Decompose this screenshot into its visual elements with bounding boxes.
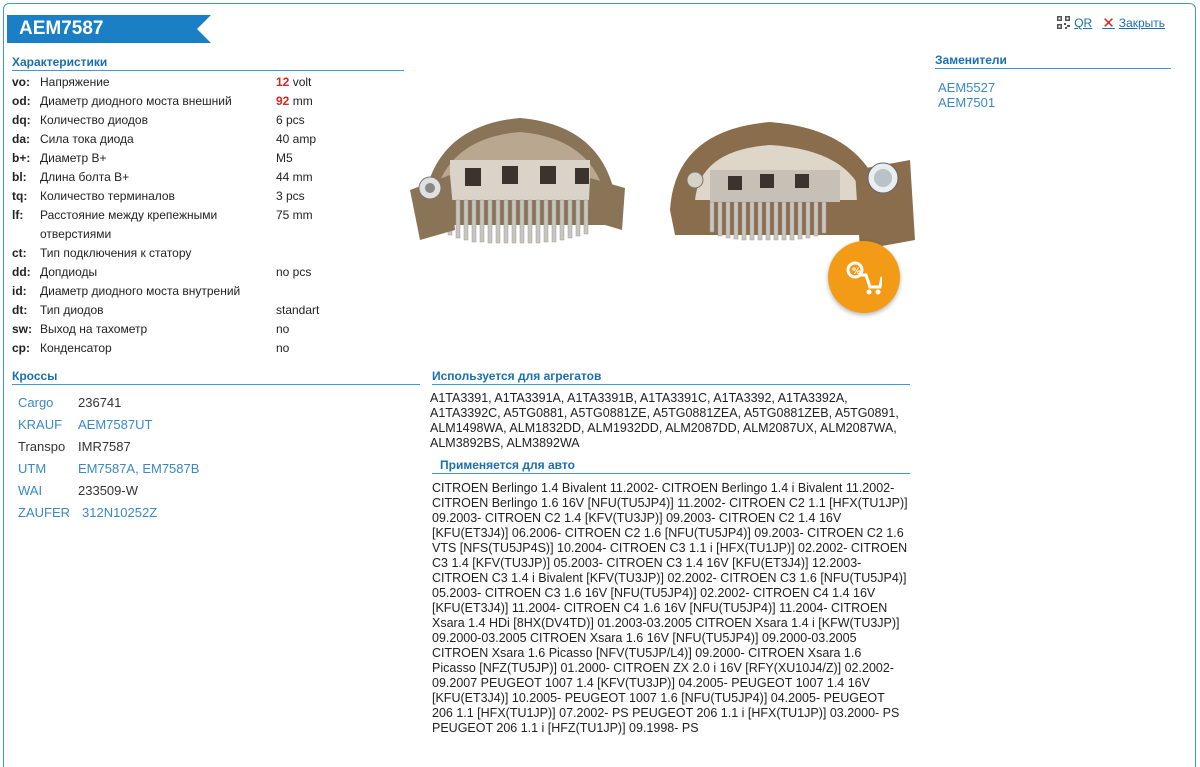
spec-code: ct: (12, 246, 27, 260)
spec-value: standart (276, 303, 320, 317)
cross-row (18, 392, 199, 414)
product-title: AEM7587 (7, 15, 197, 43)
spec-value (276, 244, 342, 263)
cross-row (18, 436, 199, 458)
spec-value (276, 92, 342, 111)
spec-value: no (276, 322, 290, 336)
spec-row (12, 320, 342, 339)
spec-row (12, 111, 342, 130)
spec-value-unit: mm (289, 94, 313, 108)
close-label: Закрыть (1118, 16, 1165, 30)
spec-name: Сила тока диода (40, 132, 134, 146)
spec-row (12, 206, 342, 244)
spec-name: Диаметр B+ (40, 151, 107, 165)
spec-name: Тип диодов (40, 303, 104, 317)
spec-row (12, 263, 342, 282)
spec-value (276, 282, 342, 301)
spec-name: Диаметр диодного моста внешний (40, 94, 232, 108)
spec-value: 6 pcs (276, 113, 305, 127)
spec-code: da: (12, 132, 30, 146)
spec-value-number: 92 (276, 94, 290, 108)
crosses-table (18, 392, 199, 524)
close-link[interactable] (1102, 14, 1165, 32)
cross-number: IMR7587 (78, 439, 131, 454)
spec-row (12, 130, 342, 149)
aggregates-header: Используется для агрегатов (432, 369, 910, 385)
cross-brand[interactable]: ZAUFER (18, 505, 70, 520)
spec-value: no (276, 341, 290, 355)
spec-name: Допдиоды (40, 265, 98, 279)
spec-value (276, 73, 342, 92)
cross-brand[interactable]: UTM (18, 461, 47, 476)
spec-code: dq: (12, 113, 31, 127)
spec-code: b+: (12, 151, 31, 165)
aggregates-list: A1TA3391, A1TA3391A, A1TA3391B, A1TA3391C, A1TA3392, A1TA3392A, A1TA3392C, A5TG0881, A5TG0881ZE, A5TG0881ZEA, A5TG0881ZEB, A5TG0891, ALM1498WA, ALM1832DD, ALM1932DD, ALM2087DD, ALM2087UX, ALM2087WA, ALM3892BS, ALM3892WA (430, 391, 899, 450)
substitute-link[interactable]: AEM5527 (938, 80, 996, 95)
cross-brand[interactable]: Cargo (18, 395, 54, 410)
spec-value: 40 amp (276, 132, 317, 146)
spec-name: Конденсатор (40, 341, 112, 355)
cross-number[interactable]: 312N10252Z (82, 505, 158, 520)
spec-value: 3 pcs (276, 189, 305, 203)
add-to-cart-button[interactable] (828, 241, 900, 313)
close-icon: ✕ (1102, 15, 1115, 32)
qr-icon (1057, 16, 1070, 29)
spec-code: tq: (12, 189, 28, 203)
spec-code: sw: (12, 322, 33, 336)
spec-row (12, 301, 342, 320)
substitutes-header: Заменители (935, 53, 1171, 69)
spec-name: Напряжение (40, 75, 110, 89)
cart-icon (846, 261, 882, 295)
substitutes-list (938, 80, 995, 110)
spec-row (12, 187, 342, 206)
cross-number[interactable]: AEM7587UT (78, 417, 153, 432)
spec-row (12, 149, 342, 168)
spec-name: Количество диодов (40, 113, 148, 127)
spec-code: id: (12, 284, 27, 298)
cross-brand: Transpo (18, 439, 66, 454)
spec-value: 75 mm (276, 208, 313, 222)
qr-link[interactable] (1057, 16, 1092, 30)
spec-row (12, 282, 342, 301)
spec-row (12, 244, 342, 263)
cross-number[interactable]: EM7587A, EM7587B (78, 461, 200, 476)
qr-label: QR (1074, 16, 1093, 30)
spec-row (12, 73, 342, 92)
spec-name: Диаметр диодного моста внутрений (40, 284, 241, 298)
spec-code: dd: (12, 265, 31, 279)
rectifier-right-image (670, 122, 915, 250)
spec-row (12, 168, 342, 187)
cross-number: 236741 (78, 395, 122, 410)
spec-row (12, 339, 342, 358)
spec-value: no pcs (276, 265, 312, 279)
spec-value-unit: volt (289, 75, 312, 89)
specs-table (12, 73, 342, 358)
spec-code: lf: (12, 208, 24, 222)
cross-number: 233509-W (78, 483, 138, 498)
spec-name: Количество терминалов (40, 189, 175, 203)
spec-code: vo: (12, 75, 30, 89)
spec-name: Длина болта B+ (40, 170, 130, 184)
spec-code: dt: (12, 303, 28, 317)
spec-value: 44 mm (276, 170, 313, 184)
spec-code: bl: (12, 170, 27, 184)
specs-header: Характеристики (12, 55, 404, 71)
cross-brand[interactable]: KRAUF (18, 417, 63, 432)
top-links (1057, 14, 1165, 32)
svg-text:%: % (852, 267, 862, 277)
rectifier-left-image (410, 118, 625, 243)
spec-value-number: 12 (276, 75, 290, 89)
spec-name: Расстояние между крепежными отверстиями (40, 208, 218, 241)
cross-row (18, 502, 199, 524)
cross-row (18, 458, 199, 480)
spec-value: M5 (276, 151, 293, 165)
spec-code: cp: (12, 341, 30, 355)
auto-list: CITROEN Berlingo 1.4 Bivalent 11.2002- CITROEN Berlingo 1.4 i Bivalent 11.2002- CITROEN Berlingo 1.6 16V [NFU(TU5JP4)] 11.2002- CITROEN C2 1.1 [HFX(TU1JP)] 09.2003- CITROEN C2 1.4 [KFV(TU3JP)] 09.2003- CITROEN C2 1.4 16V [KFU(ET3J4)] 06.2006- CITROEN C2 1.6 [NFU(TU5JP4)] 09.2003- CITROEN C2 1.6 VTS [NFS(TU5JP4S)] 10.2004- CITROEN C3 1.1 i [HFX(TU1JP)] 02.2002- CITROEN C3 1.4 [KFV(TU3JP)] 05.2003- CITROEN C3 1.4 16V [KFU(ET3J4)] 12.2003- CITROEN C3 1.4 i Bivalent [KFV(TU3JP)] 02.2002- CITROEN C3 1.6 [NFU(TU5JP4)] 05.2003- CITROEN C3 1.6 16V [NFU(TU5JP4)] 02.2002- CITROEN C4 1.4 16V [KFU(ET3J4)] 11.2004- CITROEN C4 1.6 16V [NFU(TU5JP4)] 11.2004- CITROEN Xsara 1.4 HDi [8HX(DV4TD)] 01.2003-03.2005 CITROEN Xsara 1.4 i [KFW(TU3JP)] 09.2000-03.2005 CITROEN Xsara 1.6 16V [NFU(TU5JP4)] 09.2000-03.2005 CITROEN Xsara 1.6 Picasso [NFV(TU5JP/L4)] 09.2000- CITROEN Xsara 1.6 Picasso [NFZ(TU5JP)] 01.2000- CITROEN ZX 2.0 i 16V [RFY(XU10J4/Z)] 02.2002-09.2007 PEUGEOT 1007 1.4 [KFV(TU3JP)] 04.2005- PEUGEOT 1007 1.4 16V [KFU(ET3J4)] 10.2005- PEUGEOT 1007 1.6 [NFU(TU5JP4)] 04.2005- PEUGEOT 206 1.1 [HFX(TU1JP)] 07.2002- PS PEUGEOT 206 1.1 i [HFX(TU1JP)] 03.2000- PS PEUGEOT 206 1.1 i [HFZ(TU1JP)] 09.1998- PS (432, 481, 908, 735)
cross-brand[interactable]: WAI (18, 483, 43, 498)
cross-row (18, 414, 199, 436)
cross-row (18, 480, 199, 502)
auto-header: Применяется для авто (432, 458, 910, 474)
spec-name: Тип подключения к статору (40, 246, 192, 260)
crosses-header: Кроссы (12, 369, 420, 385)
spec-row (12, 92, 342, 111)
spec-name: Выход на тахометр (40, 322, 148, 336)
spec-code: od: (12, 94, 31, 108)
substitute-link[interactable]: AEM7501 (938, 95, 996, 110)
